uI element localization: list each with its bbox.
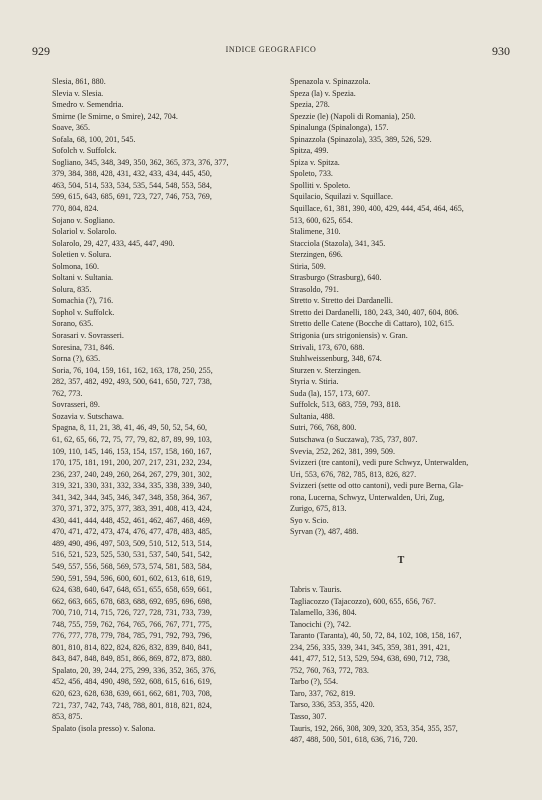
index-entry-line: Soresina, 731, 846. bbox=[52, 342, 115, 352]
index-entry-line: Strivali, 173, 670, 688. bbox=[290, 342, 365, 352]
index-entry-line: Spoleto, 733. bbox=[290, 169, 333, 179]
index-entry bbox=[52, 122, 270, 134]
index-entry-line: 776, 777, 778, 779, 784, 785, 791, 792, 793, 796, bbox=[52, 631, 212, 641]
index-entry-line: Tauris, 192, 266, 308, 309, 320, 353, 354, 355, 357, bbox=[290, 723, 458, 733]
index-entry-line: Tasso, 307. bbox=[290, 711, 327, 721]
index-entry-line: Solura, 835. bbox=[52, 284, 92, 294]
index-entry-line: Taranto (Taranta), 40, 50, 72, 84, 102, 108, 158, 167, bbox=[290, 631, 462, 641]
index-entry bbox=[52, 99, 270, 111]
index-entry bbox=[52, 353, 270, 365]
index-entry bbox=[290, 480, 512, 515]
index-entry-line: 109, 110, 145, 146, 153, 154, 157, 158, 160, 167, bbox=[52, 446, 212, 456]
index-entry-line: 513, 600, 625, 654. bbox=[290, 215, 353, 225]
index-entry-line: 752, 760, 763, 772, 783. bbox=[290, 665, 369, 675]
index-entry bbox=[290, 191, 512, 203]
index-entry bbox=[52, 284, 270, 296]
index-entry bbox=[52, 215, 270, 227]
index-entry-line: Spinalunga (Spinalonga), 157. bbox=[290, 123, 389, 133]
index-entry-line: Soltani v. Sultania. bbox=[52, 273, 114, 283]
index-entry bbox=[52, 723, 270, 735]
index-entry bbox=[52, 399, 270, 411]
index-entry-line: Strasoldo, 791. bbox=[290, 284, 339, 294]
index-entry bbox=[52, 342, 270, 354]
index-entry bbox=[290, 261, 512, 273]
index-entry bbox=[52, 157, 270, 215]
index-entry-line: 700, 710, 714, 715, 726, 727, 728, 731, 733, 739, bbox=[52, 608, 212, 618]
index-entry-line: 549, 557, 556, 568, 569, 573, 574, 581, 583, 584, bbox=[52, 561, 212, 571]
index-entry-line: Tanocichi (?), 742. bbox=[290, 619, 352, 629]
index-entry bbox=[290, 99, 512, 111]
index-entry-line: Stuhlweissenburg, 348, 674. bbox=[290, 354, 382, 364]
index-entry-line: Spinazzola (Spinazola), 335, 389, 526, 529. bbox=[290, 134, 432, 144]
index-entry-line: 319, 321, 330, 331, 332, 334, 335, 338, 339, 340, bbox=[52, 481, 212, 491]
index-entry-line: Talamello, 336, 804. bbox=[290, 608, 357, 618]
index-entry bbox=[290, 422, 512, 434]
index-entry bbox=[52, 318, 270, 330]
index-entry bbox=[52, 238, 270, 250]
index-entry bbox=[52, 365, 270, 400]
index-entry bbox=[52, 76, 270, 88]
index-entry-line: Svevia, 252, 262, 381, 399, 509. bbox=[290, 446, 395, 456]
index-entry-line: Sterzingen, 696. bbox=[290, 250, 343, 260]
index-entry-line: Sutri, 766, 768, 800. bbox=[290, 423, 357, 433]
index-entry-line: 452, 456, 484, 490, 498, 592, 608, 615, 616, 619, bbox=[52, 677, 212, 687]
index-entry bbox=[290, 457, 512, 480]
index-entry-line: 516, 521, 523, 525, 530, 531, 537, 540, 541, 542, bbox=[52, 550, 212, 560]
index-entry bbox=[290, 249, 512, 261]
index-entry bbox=[290, 203, 512, 226]
section-spacer bbox=[290, 572, 512, 584]
index-entry-line: Sofolch v. Suffolck. bbox=[52, 146, 117, 156]
index-entry bbox=[290, 88, 512, 100]
index-entry bbox=[290, 272, 512, 284]
index-entry-line: Taro, 337, 762, 819. bbox=[290, 688, 356, 698]
index-entry bbox=[290, 111, 512, 123]
index-entry-line: Spezzie (le) (Napoli di Romania), 250. bbox=[290, 111, 416, 121]
index-entry-line: Smedro v. Semendria. bbox=[52, 100, 124, 110]
index-entry-line: 590, 591, 594, 596, 600, 601, 602, 613, 618, 619, bbox=[52, 573, 212, 583]
index-entry bbox=[52, 665, 270, 723]
index-entry bbox=[290, 353, 512, 365]
index-entry bbox=[290, 365, 512, 377]
index-entry-line: 441, 477, 512, 513, 529, 594, 638, 690, 712, 738, bbox=[290, 654, 450, 664]
index-entry-line: 470, 471, 472, 473, 474, 476, 477, 478, 483, 485, bbox=[52, 527, 212, 537]
index-entry bbox=[290, 180, 512, 192]
index-entry-line: Styria v. Stiria. bbox=[290, 377, 339, 387]
index-entry-line: rona, Lucerna, Schwyz, Unterwalden, Uri, Zug, bbox=[290, 492, 445, 502]
index-entry bbox=[290, 619, 512, 631]
index-entry-line: Squillace, 61, 381, 390, 400, 429, 444, 454, 464, 465, bbox=[290, 204, 464, 214]
index-entry-line: Spalato, 20, 39, 244, 275, 299, 336, 352, 365, 376, bbox=[52, 665, 216, 675]
index-entry bbox=[52, 422, 270, 664]
index-entry-line: 721, 737, 742, 743, 748, 788, 801, 818, 821, 824, bbox=[52, 700, 212, 710]
index-entry-line: Spitza, 499. bbox=[290, 146, 329, 156]
index-entry-line: 853, 875. bbox=[52, 712, 83, 722]
index-entry bbox=[290, 399, 512, 411]
index-entry-line: Stiria, 509. bbox=[290, 261, 326, 271]
index-entry bbox=[290, 376, 512, 388]
index-entry-line: 379, 384, 388, 428, 431, 432, 433, 434, 445, 450, bbox=[52, 169, 212, 179]
index-entry-line: Tarbo (?), 554. bbox=[290, 677, 338, 687]
index-entry-line: Solmona, 160. bbox=[52, 261, 99, 271]
index-entry-line: 61, 62, 65, 66, 72, 75, 77, 79, 82, 87, 89, 99, 103, bbox=[52, 434, 212, 444]
page-title: INDICE GEOGRAFICO bbox=[225, 45, 317, 54]
index-entry bbox=[52, 307, 270, 319]
index-entry-line: Spezia, 278. bbox=[290, 100, 330, 110]
index-entry-line: 620, 623, 628, 638, 639, 661, 662, 681, 703, 708, bbox=[52, 688, 212, 698]
index-entry-line: Sojano v. Sogliano. bbox=[52, 215, 115, 225]
index-entry bbox=[290, 122, 512, 134]
index-entry bbox=[290, 295, 512, 307]
index-entry bbox=[290, 330, 512, 342]
left-column bbox=[52, 76, 270, 734]
page-header bbox=[0, 44, 542, 64]
index-entry-line: 234, 256, 335, 339, 341, 345, 359, 381, 391, 421, bbox=[290, 642, 450, 652]
index-entry bbox=[290, 318, 512, 330]
index-entry bbox=[290, 515, 512, 527]
index-entry-line: Sophol v. Suffolck. bbox=[52, 307, 115, 317]
index-entry bbox=[290, 342, 512, 354]
index-entry bbox=[290, 630, 512, 676]
index-entry-line: 170, 175, 181, 191, 200, 207, 217, 231, 232, 234, bbox=[52, 458, 212, 468]
index-entry-line: 489, 490, 496, 497, 503, 509, 510, 512, 513, 514, bbox=[52, 538, 212, 548]
index-entry bbox=[290, 238, 512, 250]
index-entry bbox=[52, 111, 270, 123]
index-entry-line: Solarolo, 29, 427, 433, 445, 447, 490. bbox=[52, 238, 175, 248]
index-entry-line: 624, 638, 640, 647, 648, 651, 655, 658, 659, 661, bbox=[52, 585, 212, 595]
index-entry-line: Svizzeri (tre cantoni), vedi pure Schwyz, Unterwalden, bbox=[290, 458, 469, 468]
index-entry-line: Tarso, 336, 353, 355, 420. bbox=[290, 700, 375, 710]
page-number-right: 930 bbox=[492, 44, 510, 58]
index-entry-line: Suda (la), 157, 173, 607. bbox=[290, 388, 371, 398]
index-entry-line: Somachia (?), 716. bbox=[52, 296, 114, 306]
index-entry-line: 762, 773. bbox=[52, 388, 83, 398]
page-number-left: 929 bbox=[32, 44, 50, 58]
index-entry bbox=[290, 699, 512, 711]
index-entry bbox=[52, 272, 270, 284]
index-entry bbox=[52, 88, 270, 100]
section-letter: T bbox=[397, 555, 405, 567]
index-entry bbox=[290, 596, 512, 608]
index-entry bbox=[290, 526, 512, 538]
index-entry-line: Spolliti v. Spoleto. bbox=[290, 180, 351, 190]
index-entry-line: Soria, 76, 104, 159, 161, 162, 163, 178, 250, 255, bbox=[52, 365, 213, 375]
index-entry bbox=[290, 676, 512, 688]
index-entry bbox=[290, 388, 512, 400]
index-entry-line: Stacciola (Stazola), 341, 345. bbox=[290, 238, 386, 248]
index-entry-line: Strasburgo (Strasburg), 640. bbox=[290, 273, 382, 283]
index-entry-line: Squilacio, Squilazi v. Squillace. bbox=[290, 192, 393, 202]
index-entry bbox=[290, 307, 512, 319]
index-entry-line: 430, 441, 444, 448, 452, 461, 462, 467, 468, 469, bbox=[52, 515, 212, 525]
index-entry-line: 341, 342, 344, 345, 346, 347, 348, 358, 364, 367, bbox=[52, 492, 212, 502]
index-entry-line: Uri, 553, 676, 782, 785, 813, 826, 827. bbox=[290, 469, 417, 479]
index-entry-line: Sorna (?), 635. bbox=[52, 354, 101, 364]
index-entry-line: Soave, 365. bbox=[52, 123, 90, 133]
index-entry bbox=[52, 261, 270, 273]
index-entry-line: Sultania, 488. bbox=[290, 411, 335, 421]
index-entry-line: 770, 804, 824. bbox=[52, 204, 99, 214]
index-entry bbox=[290, 76, 512, 88]
index-entry-line: Sozavia v. Sutschawa. bbox=[52, 411, 124, 421]
index-entry bbox=[290, 411, 512, 423]
index-entry bbox=[290, 584, 512, 596]
index-entry bbox=[290, 145, 512, 157]
index-entry-line: Stretto v. Stretto dei Dardanelli. bbox=[290, 296, 393, 306]
index-entry-line: Sogliano, 345, 348, 349, 350, 362, 365, 373, 376, 377, bbox=[52, 157, 229, 167]
index-entry-line: Spiza v. Spitza. bbox=[290, 157, 340, 167]
index-entry bbox=[52, 145, 270, 157]
index-entry-line: Solariol v. Solarolo. bbox=[52, 227, 117, 237]
index-entry bbox=[290, 723, 512, 746]
index-entry-line: Stalimene, 310. bbox=[290, 227, 341, 237]
index-entry-line: Tabris v. Tauris. bbox=[290, 584, 342, 594]
index-entry-line: Stretto dei Dardanelli, 180, 243, 340, 407, 604, 806. bbox=[290, 307, 459, 317]
index-entry bbox=[52, 411, 270, 423]
index-entry-line: Sofala, 68, 100, 201, 545. bbox=[52, 134, 136, 144]
index-entry-line: Spenazola v. Spinazzola. bbox=[290, 77, 371, 86]
section-spacer bbox=[290, 538, 512, 550]
index-entry-line: 370, 371, 372, 375, 377, 383, 391, 408, 413, 424, bbox=[52, 504, 212, 514]
index-entry-line: Stretto delle Catene (Bocche di Cattaro), 102, 615. bbox=[290, 319, 455, 329]
index-entry-line: Sturzen v. Sterzingen. bbox=[290, 365, 361, 375]
index-entry bbox=[290, 226, 512, 238]
index-entry-line: Syrvan (?), 487, 488. bbox=[290, 527, 359, 537]
index-entry-line: 282, 357, 482, 492, 493, 500, 641, 650, 727, 738, bbox=[52, 377, 212, 387]
index-entry-line: 463, 504, 514, 533, 534, 535, 544, 548, 553, 584, bbox=[52, 180, 212, 190]
index-entry-line: Tagliacozzo (Tajacozzo), 600, 655, 656, 767. bbox=[290, 596, 436, 606]
index-entry-line: 487, 488, 500, 501, 618, 636, 716, 720. bbox=[290, 735, 418, 745]
index-entry-line: Sovrasseri, 89. bbox=[52, 400, 100, 410]
index-entry-line: Syo v. Scio. bbox=[290, 515, 329, 525]
index-entry bbox=[290, 607, 512, 619]
index-entry-line: Spalato (isola presso) v. Salona. bbox=[52, 723, 156, 733]
index-entry-line: Zurigo, 675, 813. bbox=[290, 504, 347, 514]
index-entry bbox=[52, 330, 270, 342]
index-entry bbox=[52, 295, 270, 307]
index-entry-line: 843, 847, 848, 849, 851, 866, 869, 872, 873, 880. bbox=[52, 654, 212, 664]
index-entry bbox=[290, 711, 512, 723]
index-entry-line: Spagna, 8, 11, 21, 38, 41, 46, 49, 50, 52, 54, 60, bbox=[52, 423, 208, 433]
index-entry-line: Soletien v. Solura. bbox=[52, 250, 112, 260]
index-entry-line: Smirne (le Smirne, o Smire), 242, 704. bbox=[52, 111, 178, 121]
index-entry-line: 801, 810, 814, 822, 824, 826, 832, 839, 840, 841, bbox=[52, 642, 212, 652]
index-entry-line: Slesia, 861, 880. bbox=[52, 77, 106, 86]
index-entry bbox=[290, 168, 512, 180]
index-entry-line: 748, 755, 759, 762, 764, 765, 766, 767, 771, 775, bbox=[52, 619, 212, 629]
index-entry bbox=[52, 134, 270, 146]
index-entry-line: 662, 663, 665, 678, 683, 688, 692, 695, 696, 698, bbox=[52, 596, 212, 606]
index-entry-line: Svizzeri (sette od otto cantoni), vedi pure Berna, Gla- bbox=[290, 481, 464, 491]
index-entry-line: Sorano, 635. bbox=[52, 319, 94, 329]
index-entry-line: Strigonia (urs strigoniensis) v. Gran. bbox=[290, 331, 408, 341]
index-entry bbox=[290, 446, 512, 458]
index-entry-line: Slevia v. Slesia. bbox=[52, 88, 104, 98]
index-entry-line: Sutschawa (o Suczawa), 735, 737, 807. bbox=[290, 434, 418, 444]
index-entry-line: Suffolck, 513, 683, 759, 793, 818. bbox=[290, 400, 401, 410]
index-entry-line: Sorasari v. Sovrasseri. bbox=[52, 331, 124, 341]
index-entry bbox=[290, 688, 512, 700]
index-entry bbox=[290, 284, 512, 296]
index-entry-line: Speza (la) v. Spezia. bbox=[290, 88, 356, 98]
right-column bbox=[290, 76, 512, 746]
index-entry bbox=[290, 434, 512, 446]
index-entry-line: 599, 615, 643, 685, 691, 723, 727, 746, 753, 769, bbox=[52, 192, 212, 202]
index-entry bbox=[52, 249, 270, 261]
index-entry-line: 236, 237, 240, 249, 260, 264, 267, 279, 301, 302, bbox=[52, 469, 212, 479]
index-entry bbox=[290, 157, 512, 169]
index-entry bbox=[52, 226, 270, 238]
index-entry bbox=[290, 134, 512, 146]
